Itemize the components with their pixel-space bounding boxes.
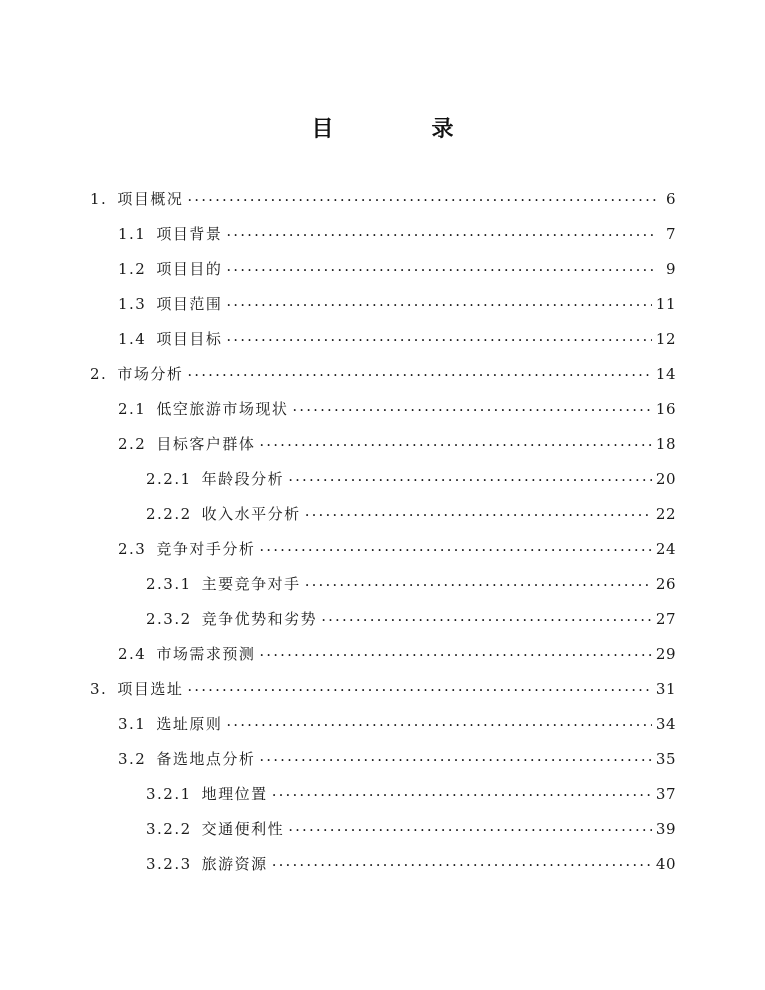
toc-entry-page-number: 16 [655, 400, 676, 418]
toc-entry-number: 2.3.2 [146, 610, 192, 628]
toc-entry-number: 2.3 [118, 540, 147, 558]
toc-entry[interactable] [118, 258, 676, 288]
toc-entry-label: 项目背景 [156, 225, 223, 243]
toc-entry[interactable] [146, 853, 676, 883]
toc-entry-number: 2.3.1 [146, 575, 192, 593]
toc-entry-label: 选址原则 [156, 715, 223, 733]
toc-entry-page-number: 22 [655, 505, 676, 523]
toc-entry-number: 2.2 [118, 435, 147, 453]
toc-entry-page-number: 12 [655, 330, 676, 348]
toc-entry-page-number: 18 [655, 435, 676, 453]
toc-entry-number: 1.2 [118, 260, 147, 278]
toc-entry[interactable] [118, 538, 676, 568]
toc-entry-page-number: 7 [665, 225, 676, 243]
toc-entry-label: 年龄段分析 [201, 470, 285, 488]
toc-entry-number: 3.1 [118, 715, 147, 733]
toc-entry-number: 3.2.2 [146, 820, 192, 838]
toc-entry-label: 市场分析 [117, 365, 184, 383]
toc-entry-label: 收入水平分析 [201, 505, 301, 523]
toc-entry-page-number: 40 [655, 855, 676, 873]
toc-entry[interactable] [118, 293, 676, 323]
toc-entry-number: 1.1 [118, 225, 147, 243]
toc-entry-label: 旅游资源 [201, 855, 268, 873]
toc-dot-leader [187, 364, 652, 379]
toc-dot-leader [187, 679, 652, 694]
toc-dot-leader [259, 434, 652, 449]
toc-entry-page-number: 27 [655, 610, 676, 628]
toc-entry[interactable] [146, 818, 676, 848]
toc-entry-page-number: 37 [655, 785, 676, 803]
toc-dot-leader [226, 224, 656, 239]
toc-dot-leader [259, 644, 652, 659]
toc-entry-number: 1. [90, 190, 108, 208]
toc-dot-leader [259, 539, 652, 554]
toc-entry[interactable] [118, 643, 676, 673]
toc-entry-label: 竞争对手分析 [156, 540, 256, 558]
toc-entry-number: 2.2.2 [146, 505, 192, 523]
toc-entry-label: 主要竞争对手 [201, 575, 301, 593]
toc-entry[interactable] [118, 398, 676, 428]
toc-dot-leader [226, 329, 652, 344]
toc-entry[interactable] [146, 573, 676, 603]
toc-entry-number: 3.2 [118, 750, 147, 768]
toc-entry-label: 项目目的 [156, 260, 223, 278]
toc-dot-leader [226, 714, 652, 729]
toc-entry-label: 项目选址 [117, 680, 184, 698]
toc-dot-leader [259, 749, 652, 764]
toc-entry-label: 交通便利性 [201, 820, 285, 838]
toc-entry-label: 地理位置 [201, 785, 268, 803]
toc-dot-leader [305, 504, 652, 519]
toc-entry-number: 3.2.1 [146, 785, 192, 803]
toc-entry-page-number: 24 [655, 540, 676, 558]
toc-entry-number: 3.2.3 [146, 855, 192, 873]
toc-dot-leader [272, 854, 652, 869]
toc-dot-leader [288, 819, 652, 834]
toc-entry[interactable] [118, 328, 676, 358]
toc-dot-leader [305, 574, 652, 589]
toc-entry-label: 低空旅游市场现状 [156, 400, 289, 418]
toc-entry[interactable] [118, 433, 676, 463]
toc-entry-label: 项目范围 [156, 295, 223, 313]
toc-dot-leader [321, 609, 652, 624]
toc-entry[interactable] [146, 468, 676, 498]
toc-dot-leader [226, 259, 656, 274]
toc-entry-number: 1.3 [118, 295, 147, 313]
toc-entry-label: 备选地点分析 [156, 750, 256, 768]
toc-entry-label: 市场需求预测 [156, 645, 256, 663]
toc-dot-leader [187, 189, 656, 204]
toc-dot-leader [288, 469, 652, 484]
toc-entry[interactable] [118, 223, 676, 253]
toc-entry-page-number: 9 [665, 260, 676, 278]
toc-entry-label: 目标客户群体 [156, 435, 256, 453]
toc-entry-page-number: 26 [655, 575, 676, 593]
toc-entry-page-number: 14 [655, 365, 676, 383]
toc-entry-label: 项目目标 [156, 330, 223, 348]
toc-entry[interactable] [118, 713, 676, 743]
toc-entry-number: 2. [90, 365, 108, 383]
toc-entry-label: 竞争优势和劣势 [201, 610, 318, 628]
toc-entry-page-number: 35 [655, 750, 676, 768]
toc-dot-leader [292, 399, 652, 414]
toc-dot-leader [272, 784, 652, 799]
toc-title: 目 录 [311, 117, 492, 142]
toc-entry-page-number: 29 [655, 645, 676, 663]
toc-entry-page-number: 34 [655, 715, 676, 733]
toc-entry-page-number: 31 [655, 680, 676, 698]
toc-entry-number: 2.1 [118, 400, 147, 418]
toc-entry[interactable] [90, 363, 676, 393]
toc-entry-page-number: 11 [655, 295, 676, 313]
toc-entry[interactable] [146, 503, 676, 533]
toc-entry-page-number: 39 [655, 820, 676, 838]
toc-entry[interactable] [146, 608, 676, 638]
toc-entry[interactable] [146, 783, 676, 813]
toc-entry-number: 1.4 [118, 330, 147, 348]
toc-entry-label: 项目概况 [117, 190, 184, 208]
toc-entry-page-number: 20 [655, 470, 676, 488]
toc-entry-number: 2.4 [118, 645, 147, 663]
toc-entry-number: 2.2.1 [146, 470, 192, 488]
toc-entry[interactable] [118, 748, 676, 778]
toc-entry-number: 3. [90, 680, 108, 698]
toc-dot-leader [226, 294, 652, 309]
toc-entry-page-number: 6 [665, 190, 676, 208]
toc-entry[interactable] [90, 678, 676, 708]
toc-entry[interactable] [90, 188, 676, 218]
